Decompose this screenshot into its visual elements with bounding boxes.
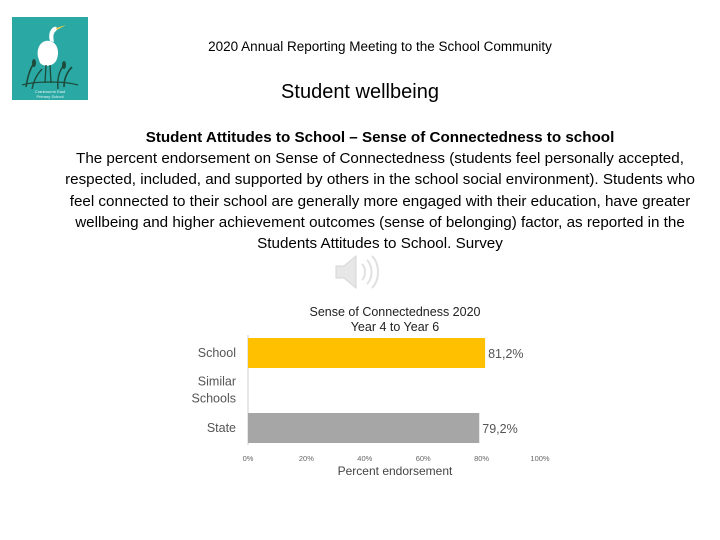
x-tick-label: 80% — [474, 454, 490, 463]
chart-subtitle: Year 4 to Year 6 — [350, 320, 440, 334]
meeting-header: 2020 Annual Reporting Meeting to the School Community — [208, 39, 552, 54]
x-axis-label: Percent endorsement — [337, 464, 453, 478]
x-tick-label: 60% — [415, 454, 431, 463]
category-label: Similar — [197, 374, 236, 389]
description-heading: Student Attitudes to School – Sense of Connectedness to school — [145, 129, 615, 146]
page-title: Student wellbeing — [281, 81, 439, 103]
bar-school — [248, 338, 485, 368]
category-label: School — [197, 346, 236, 360]
logo-text-line2: Primary School — [36, 94, 64, 99]
x-tick-label: 40% — [357, 454, 373, 463]
description-body: The percent endorsement on Sense of Connectedness (students feel personally accepted, respected, included, and supported by others in the school social environment). Students who feel connected to their school are generally more engaged with their education, have greater wellbeing and higher achievement outcomes (sense of belonging) factor, as reported in the Students Attitudes to School. Survey — [65, 150, 695, 253]
chart-title: Sense of Connectedness 2020 — [309, 305, 481, 319]
logo-text-line1: Cranbourne East — [34, 89, 66, 94]
category-label: State — [206, 421, 236, 435]
x-tick-label: 100% — [530, 454, 550, 463]
data-label: 81,2% — [488, 347, 524, 361]
bar-state — [248, 413, 479, 443]
x-tick-label: 20% — [298, 454, 314, 463]
x-tick-label: 0% — [242, 454, 254, 463]
category-label: Schools — [191, 391, 236, 406]
data-label: 79,2% — [482, 422, 518, 436]
